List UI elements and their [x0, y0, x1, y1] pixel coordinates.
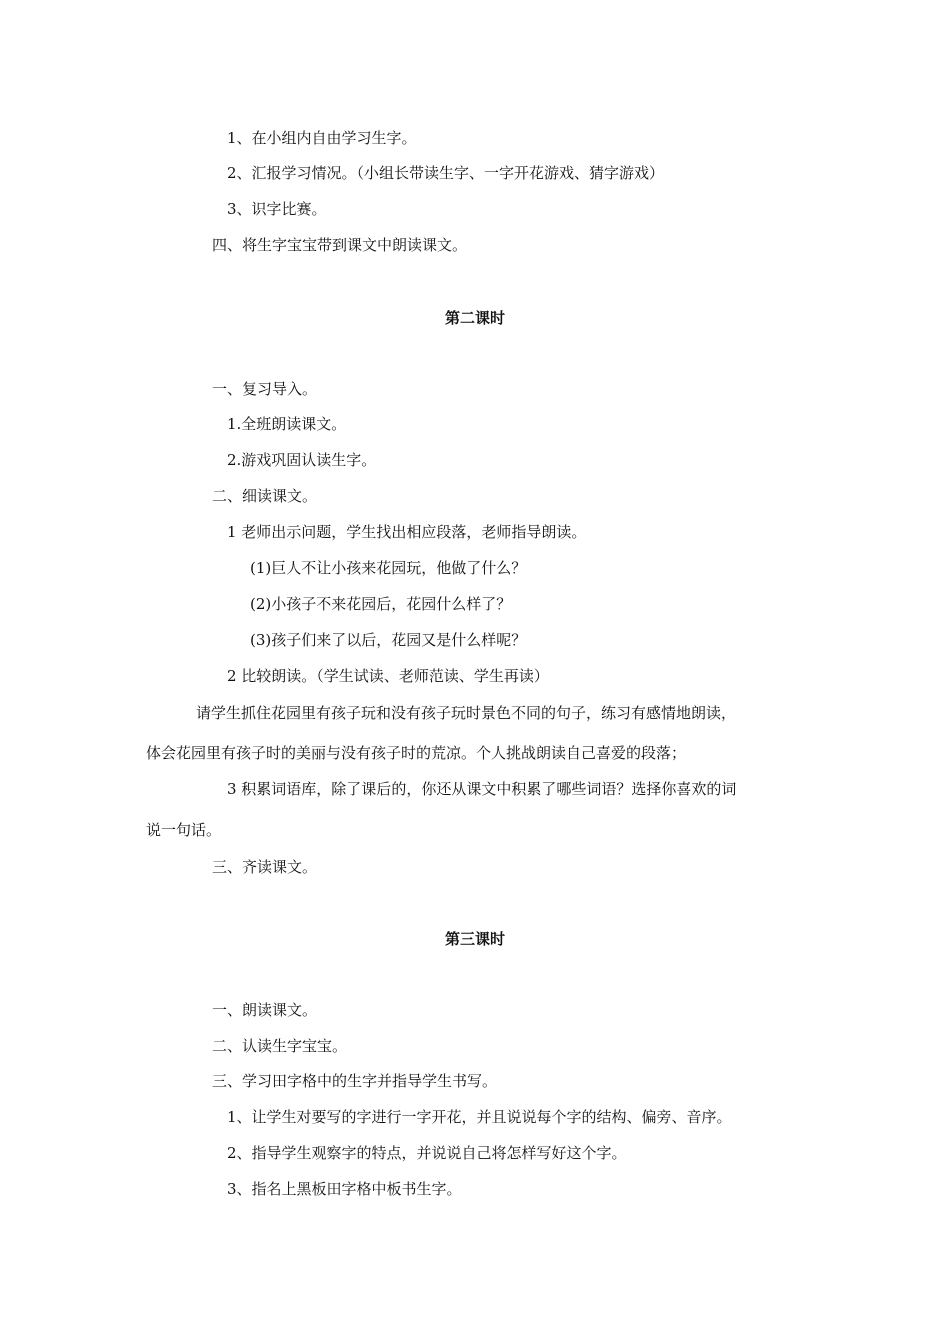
section1-item-2: 2、汇报学习情况。（小组长带读生字、一字开花游戏、猜字游戏）	[227, 164, 665, 182]
lesson2-step-2-item-1: 1 老师出示问题，学生找出相应段落，老师指导朗读。	[227, 523, 587, 541]
lesson3-step-3-item-3: 3、指名上黑板田字格中板书生字。	[227, 1180, 462, 1198]
lesson2-question-1: (1)巨人不让小孩来花园玩，他做了什么？	[250, 559, 527, 577]
lesson3-step-3-item-1: 1、让学生对要写的字进行一字开花，并且说说每个字的结构、偏旁、音序。	[227, 1108, 732, 1126]
lesson2-paragraph-line-1: 请学生抓住花园里有孩子玩和没有孩子玩时景色不同的句子，练习有感情地朗读，	[196, 704, 737, 722]
lesson3-step-1: 一、朗读课文。	[212, 1001, 318, 1019]
section1-step-4: 四、将生字宝宝带到课文中朗读课文。	[212, 236, 468, 254]
lesson2-question-2: (2)小孩子不来花园后，花园什么样了？	[250, 595, 512, 613]
lesson2-step-3: 三、齐读课文。	[212, 858, 318, 876]
section1-item-1: 1、在小组内自由学习生字。	[227, 129, 417, 147]
lesson2-question-3: (3)孩子们来了以后，花园又是什么样呢？	[250, 631, 527, 649]
lesson2-step-2-item-3-continued: 说一句话。	[146, 821, 222, 839]
lesson2-paragraph-line-2: 体会花园里有孩子时的美丽与没有孩子时的荒凉。个人挑战朗读自己喜爱的段落；	[146, 744, 687, 762]
lesson3-step-3-item-2: 2、指导学生观察字的特点，并说说自己将怎样写好这个字。	[227, 1144, 627, 1162]
lesson3-step-3: 三、学习田字格中的生字并指导学生书写。	[212, 1072, 498, 1090]
lesson2-step-1-item-2: 2.游戏巩固认读生字。	[227, 451, 377, 469]
lesson2-step-2-item-3: 3 积累词语库，除了课后的，你还从课文中积累了哪些词语？选择你喜欢的词	[227, 780, 737, 798]
lesson2-step-2: 二、细读课文。	[212, 487, 318, 505]
lesson2-step-2-item-2: 2 比较朗读。（学生试读、老师范读、学生再读）	[227, 667, 549, 685]
lesson3-title: 第三课时	[444, 930, 505, 948]
lesson2-title: 第二课时	[444, 309, 505, 327]
lesson2-step-1: 一、复习导入。	[212, 380, 318, 398]
lesson3-step-2: 二、认读生字宝宝。	[212, 1037, 348, 1055]
lesson2-step-1-item-1: 1.全班朗读课文。	[227, 415, 347, 433]
section1-item-3: 3、识字比赛。	[227, 200, 327, 218]
